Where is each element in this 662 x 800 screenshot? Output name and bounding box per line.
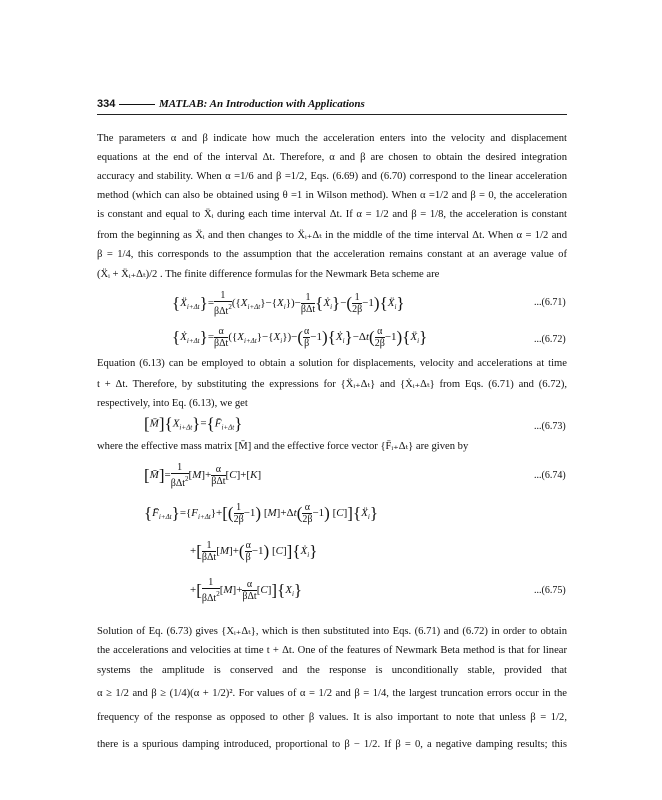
eq-number-6-71: ...(6.71) [534,297,566,308]
para2-line-1: Equation (6.13) can be employed to obtain a solution for displacements, velocity and accelerations at time [97,358,567,369]
para3-line-1: Solution of Eq. (6.73) gives {Xᵢ₊Δₜ}, which is then substituted into Eqs. (6.71) and (6.72) in order to obtain [97,626,567,637]
running-title: MATLAB: An Introduction with Applications [159,98,365,110]
eq-number-6-72: ...(6.72) [534,334,566,345]
para1-line-1: The parameters α and β indicate how much the acceleration enters into the velocity and displacement [97,133,567,144]
para3-line-2: the accelerations and velocities at time t + Δt. One of the features of Newmark Beta method is that for linear [97,645,567,656]
para3-line-3: systems the amplitude is conserved and the response is unconditionally stable, provided that [97,665,567,676]
page-number: 334 [97,98,116,110]
para1-line-3: accuracy and stability. When α =1/6 and β =1/2, Eqs. (6.69) and (6.70) correspond to the linear acceleration [97,171,567,182]
para2-line-2: t + Δt. Therefore, by substituting the expressions for {Ẍᵢ₊Δₜ} and {Ẋᵢ₊Δₜ} from Eqs. (6.71) and (6.72), [97,379,567,390]
equation-6-75-line-1: $\{F̄_{i+\Delta t}\}=\{F_{i+\Delta t}\}+$[( $\frac{1}{2\beta}$ −1) [M]+Δt( $\frac{\alpha}{2\beta}$ −1) [C]]{Ẍ$_i$} [144,502,378,525]
page-header [97,98,567,118]
para3-line-5: frequency of the response as opposed to other β values. It is also important to note that unless β = 1/2, [97,712,567,723]
para1-line-2: equations at the end of the interval Δt. Therefore, α and β are chosen to obtain the desired integration [97,152,567,163]
para1-line-7: β = 1/4, this corresponds to the assumption that the acceleration remains constant at an average value of [97,249,567,260]
para1-line-4: method (which can also be obtained using θ =1 in Wilson method). When α =1/2 and β = 0, the acceleration [97,190,567,201]
eq-number-6-75: ...(6.75) [534,585,566,596]
equation-6-72: {Ẋ$_{i+\Delta t}$}= $\frac{\alpha}{\text{βΔt}}$ $(\{X_{i+\Delta t}\}-\{X_i\})-$( $\frac{\alpha}{\beta}$ −1){Ẋ$_i$}−Δt( $\frac{\alpha}{2\beta}$ −1){Ẍ$_i$} [172,326,428,349]
eq-number-6-73: ...(6.73) [534,421,566,432]
eq-number-6-74: ...(6.74) [534,470,566,481]
para1-line-8: (Ẍᵢ + Ẍᵢ₊Δₜ)/2 . The finite difference formulas for the Newmark Beta scheme are [97,269,440,280]
equation-6-75-line-3: +[ $\frac{1}{\beta\Delta t^2}$ [M]+ $\frac{\alpha}{\text{βΔt}}$ $[C]]\{X_i\}$ [190,577,303,604]
header-rule [97,114,567,115]
equation-6-75-line-2: +[ $\frac{1}{\text{βΔt}}$ [M]+( $\frac{\alpha}{\beta}$ −1) [C]]{Ẋ$_i$} [190,540,318,563]
para1-line-5: is constant and equal to Ẍᵢ during each time interval Δt. If α = 1/2 and β = 1/8, the acceleration is constant [97,209,567,220]
equation-6-73: $[M̄]\{X_{i+\Delta t}\}=\{F̄_{i+\Delta t}\}$ [144,414,243,433]
header-dash [119,104,155,105]
para2-line-3: respectively, into Eq. (6.13), we get [97,398,248,409]
equation-6-74: [M̄]= $\frac{1}{\beta\Delta t^2}$ [M]+ $\frac{\alpha}{\text{βΔt}}$ [C]+[K] [144,462,262,489]
equation-6-71: {Ẍ$_{i+\Delta t}$}= $\frac{1}{\beta\Delta t^2}$ $(\{X_{i+\Delta t}\}-\{X_i\})-$ $\frac{1}{\text{βΔt}}$ {Ẋ$_i$}−( $\frac{1}{2\beta}$ −1){Ẍ$_i$} [172,290,405,317]
para3-line-4: α ≥ 1/2 and β ≥ (1/4)(α + 1/2)². For values of α = 1/2 and β = 1/4, the largest truncation errors occur in the [97,688,567,699]
where-line: where the effective mass matrix [M̄] and the effective force vector {F̄ᵢ₊Δₜ} are given by [97,441,469,452]
para1-line-6: from the beginning as Ẍᵢ and then changes to Ẍᵢ₊Δₜ in the middle of the time interval Δt. When α = 1/2 and [97,230,567,241]
para3-line-6: there is a spurious damping introduced, proportional to β − 1/2. If β = 0, a negative damping results; this [97,739,567,750]
